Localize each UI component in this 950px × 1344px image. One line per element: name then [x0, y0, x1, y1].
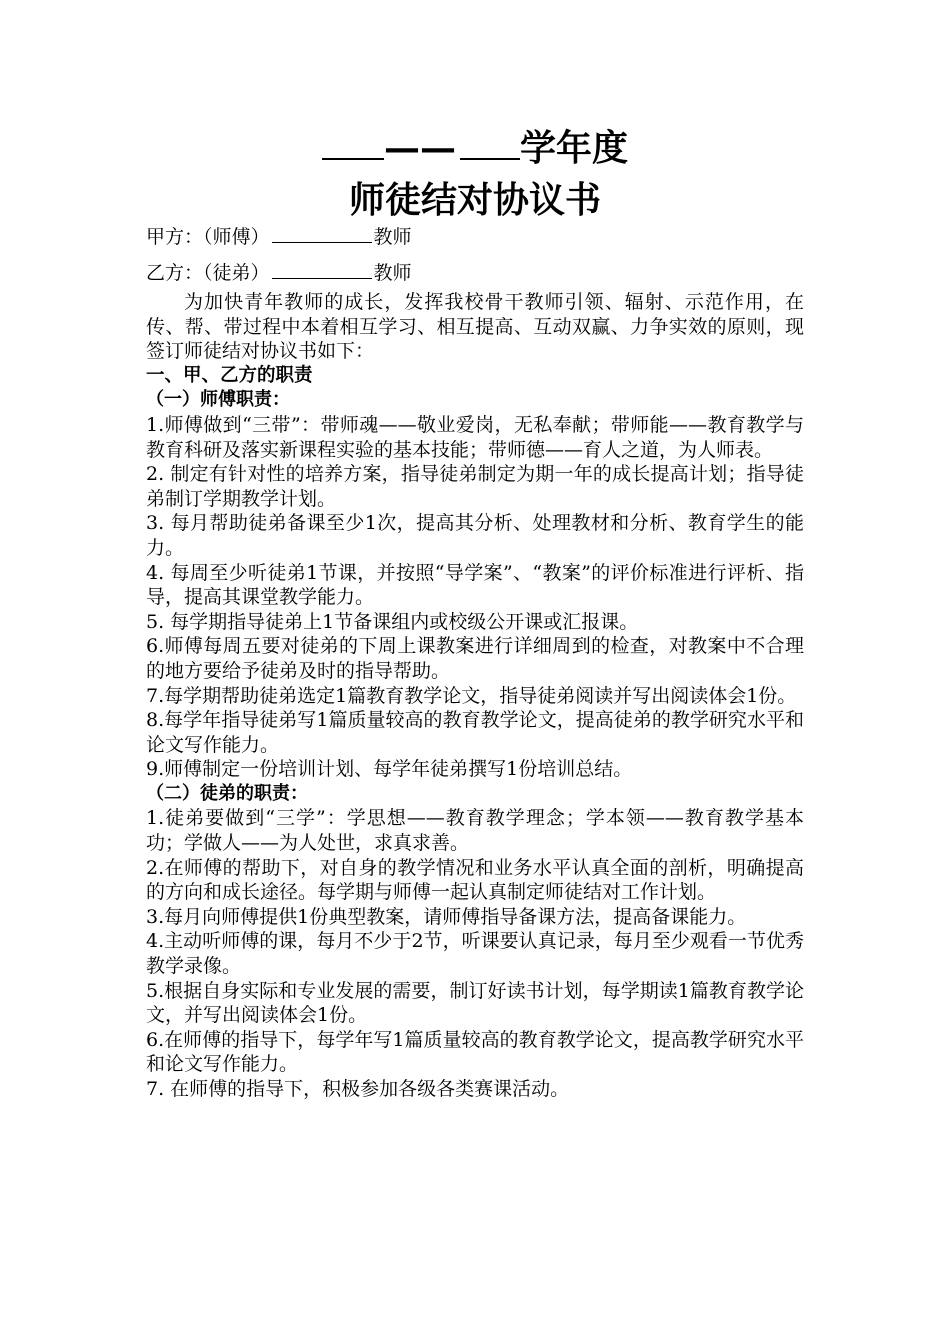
- year-dash: ——: [383, 127, 456, 169]
- document-title-year: [0, 122, 950, 174]
- subsection-heading-master: （一）师傅职责：: [146, 389, 290, 411]
- party-b-label: 乙方：（徒弟）: [146, 262, 270, 284]
- master-item: 2. 制定有针对性的培养方案，指导徒弟制定为期一年的成长提高计划；指导徒弟制订学期教学计划。: [146, 463, 804, 510]
- apprentice-item: 6.在师傅的指导下，每学年写1篇质量较高的教育教学论文，提高教学研究水平和论文写作能力。: [146, 1028, 804, 1076]
- party-b-blank: [272, 260, 372, 279]
- apprentice-item: 7. 在师傅的指导下，积极参加各级各类赛课活动。: [146, 1078, 570, 1100]
- apprentice-item: 5.根据自身实际和专业发展的需要，制订好读书计划，每学期读1篇教育教学论文，并写出阅读体会1份。: [146, 979, 804, 1027]
- apprentice-item: 2.在师傅的帮助下，对自身的教学情况和业务水平认真全面的剖析，明确提高的方向和成长途径。每学期与师傅一起认真制定师徒结对工作计划。: [146, 856, 804, 904]
- party-a-suffix: 教师: [373, 226, 412, 248]
- master-item: 6.师傅每周五要对徒弟的下周上课教案进行详细周到的检查，对教案中不合理的地方要给予徒弟及时的指导帮助。: [146, 635, 804, 682]
- party-a-label: 甲方：（师傅）: [146, 226, 270, 248]
- section-heading-responsibilities: 一、甲、乙方的职责: [146, 364, 313, 386]
- master-item: 9.师傅制定一份培训计划、每学年徒弟撰写1份培训总结。: [146, 758, 633, 781]
- apprentice-item: 4.主动听师傅的课，每月不少于2节，听课要认真记录，每月至少观看一节优秀教学录像。: [146, 930, 804, 978]
- year-suffix: 学年度: [519, 127, 628, 169]
- master-item: 4. 每周至少听徒弟1节课，并按照“导学案”、“教案”的评价标准进行评析、指导，提高其课堂教学能力。: [146, 561, 804, 609]
- subsection-heading-apprentice: （二）徒弟的职责：: [146, 782, 308, 804]
- master-item: 1.师傅做到“三带”：带师魂——敬业爱岗，无私奉献；带师能——教育教学与教育科研及落实新课程实验的基本技能；带师德——育人之道，为人师表。: [146, 413, 804, 461]
- intro-paragraph: 为加快青年教师的成长，发挥我校骨干教师引领、辐射、示范作用，在传、帮、带过程中本着相互学习、相互提高、互动双赢、力争实效的原则，现签订师徒结对协议书如下：: [146, 291, 804, 363]
- apprentice-item: 1.徒弟要做到“三学”：学思想——教育教学理念；学本领——教育教学基本功；学做人——为人处世，求真求善。: [146, 807, 804, 855]
- year-start-blank: [322, 122, 384, 160]
- master-item: 7.每学期帮助徒弟选定1篇教育教学论文，指导徒弟阅读并写出阅读体会1份。: [146, 684, 797, 707]
- document-body: [146, 290, 804, 1102]
- master-item: 3. 每月帮助徒弟备课至少1次，提高其分析、处理教材和分析、教育学生的能力。: [146, 512, 804, 559]
- document-title: 师徒结对协议书: [348, 179, 601, 221]
- master-item: 8.每学年指导徒弟写1篇质量较高的教育教学论文，提高徒弟的教学研究水平和论文写作能力。: [146, 709, 804, 756]
- master-item: 5. 每学期指导徒弟上1节备课组内或校级公开课或汇报课。: [146, 610, 639, 633]
- party-b-suffix: 教师: [373, 262, 412, 284]
- apprentice-item: 3.每月向师傅提供1份典型教案，请师傅指导备课方法，提高备课能力。: [146, 905, 747, 928]
- party-a-blank: [272, 224, 372, 243]
- party-b-line: [146, 258, 412, 288]
- party-a-line: [146, 222, 412, 252]
- year-end-blank: [460, 122, 520, 160]
